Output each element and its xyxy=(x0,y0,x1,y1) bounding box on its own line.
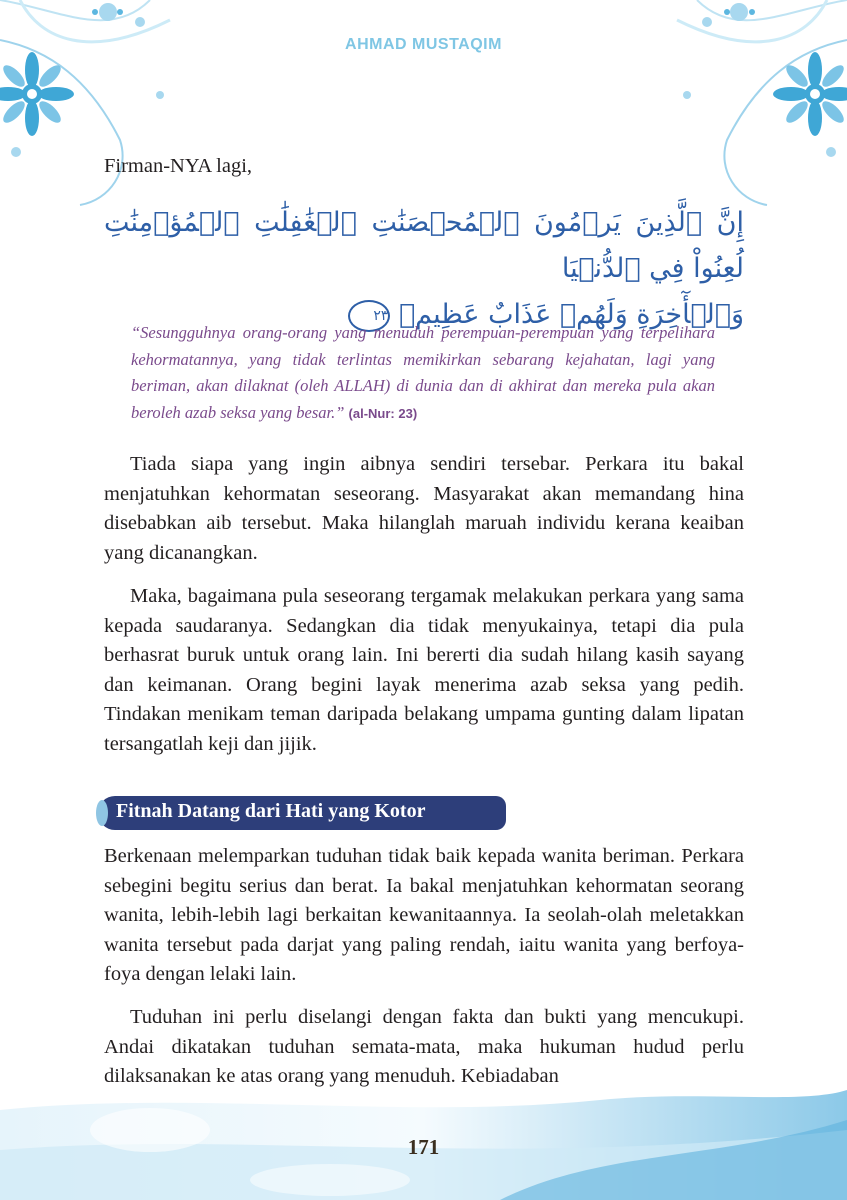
arabic-line-2: وَٱلۡأٓخِرَةِ وَلَهُمۡ عَذَابٌ عَظِيمٞ ٢٣ xyxy=(104,292,744,338)
floral-corner-left xyxy=(0,0,200,210)
paragraph-2: Maka, bagaimana pula seseorang tergamak melakukan perkara yang sama kepada saudaranya. Sedangkan dia tidak menyukainya, tetapi dia pula berhasrat buruk untuk orang lain. Ini bererti dia sudah hilang kasih sayang dan keimanan. Orang begini layak menerima azab seksa yang pedih. Tindakan menikam teman daripada belakang umpama gunting dalam lipatan tersangatlah keji dan jijik. xyxy=(104,585,744,755)
quran-verse-arabic xyxy=(104,200,744,338)
running-header-author: AHMAD MUSTAQIM xyxy=(345,36,502,53)
paragraph-4: Tuduhan ini perlu diselangi dengan fakta dan bukti yang mencukupi. Andai dikatakan tuduhan semata-mata, maka hukuman hudud perlu dilaksanakan ke atas orang yang menuduh. Kebiadaban xyxy=(104,1006,744,1087)
verse-translation xyxy=(131,320,715,427)
paragraph-3: Berkenaan melemparkan tuduhan tidak baik kepada wanita beriman. Perkara sebegini begitu serius dan berat. Ia bakal menjatuhkan kehormatan seorang wanita, lebih-lebih lagi berkaitan kewanitaannya. Ia seolah-olah meletakkan wanita tersebut pada darjat yang paling rendah, iaitu wanita yang berfoya-foya dengan lelaki lain. xyxy=(104,845,744,985)
paragraph-1: Tiada siapa yang ingin aibnya sendiri tersebar. Perkara itu bakal menjatuhkan kehormatan seseorang. Masyarakat akan memandang hina disebabkan aib tersebut. Maka hilanglah maruah individu kerana keaiban yang dicanangkan. xyxy=(104,453,744,564)
translation-text: “Sesungguhnya orang-orang yang menuduh perempuan-perempuan yang terpelihara kehormatannya, yang tidak terlintas memikirkan sebarang kejahatan, lagi yang beriman, akan dilaknat (oleh ALLAH) di dunia dan di akhirat dan mereka pula akan beroleh azab seksa yang besar.” xyxy=(131,323,715,422)
section-heading: Fitnah Datang dari Hati yang Kotor xyxy=(116,800,426,822)
verse-reference: (al-Nur: 23) xyxy=(348,405,418,421)
ayah-number-mark: ٢٣ xyxy=(348,300,390,332)
arabic-line-1: إِنَّ ٱلَّذِينَ يَرۡمُونَ ٱلۡمُحۡصَنَٰتِ ٱلۡغَٰفِلَٰتِ ٱلۡمُؤۡمِنَٰتِ لُعِنُواْ فِي ٱلدُّنۡيَا xyxy=(104,207,744,284)
page-number: 171 xyxy=(407,1135,440,1159)
floral-corner-right xyxy=(647,0,847,210)
verse-intro: Firman-NYA lagi, xyxy=(104,155,253,177)
